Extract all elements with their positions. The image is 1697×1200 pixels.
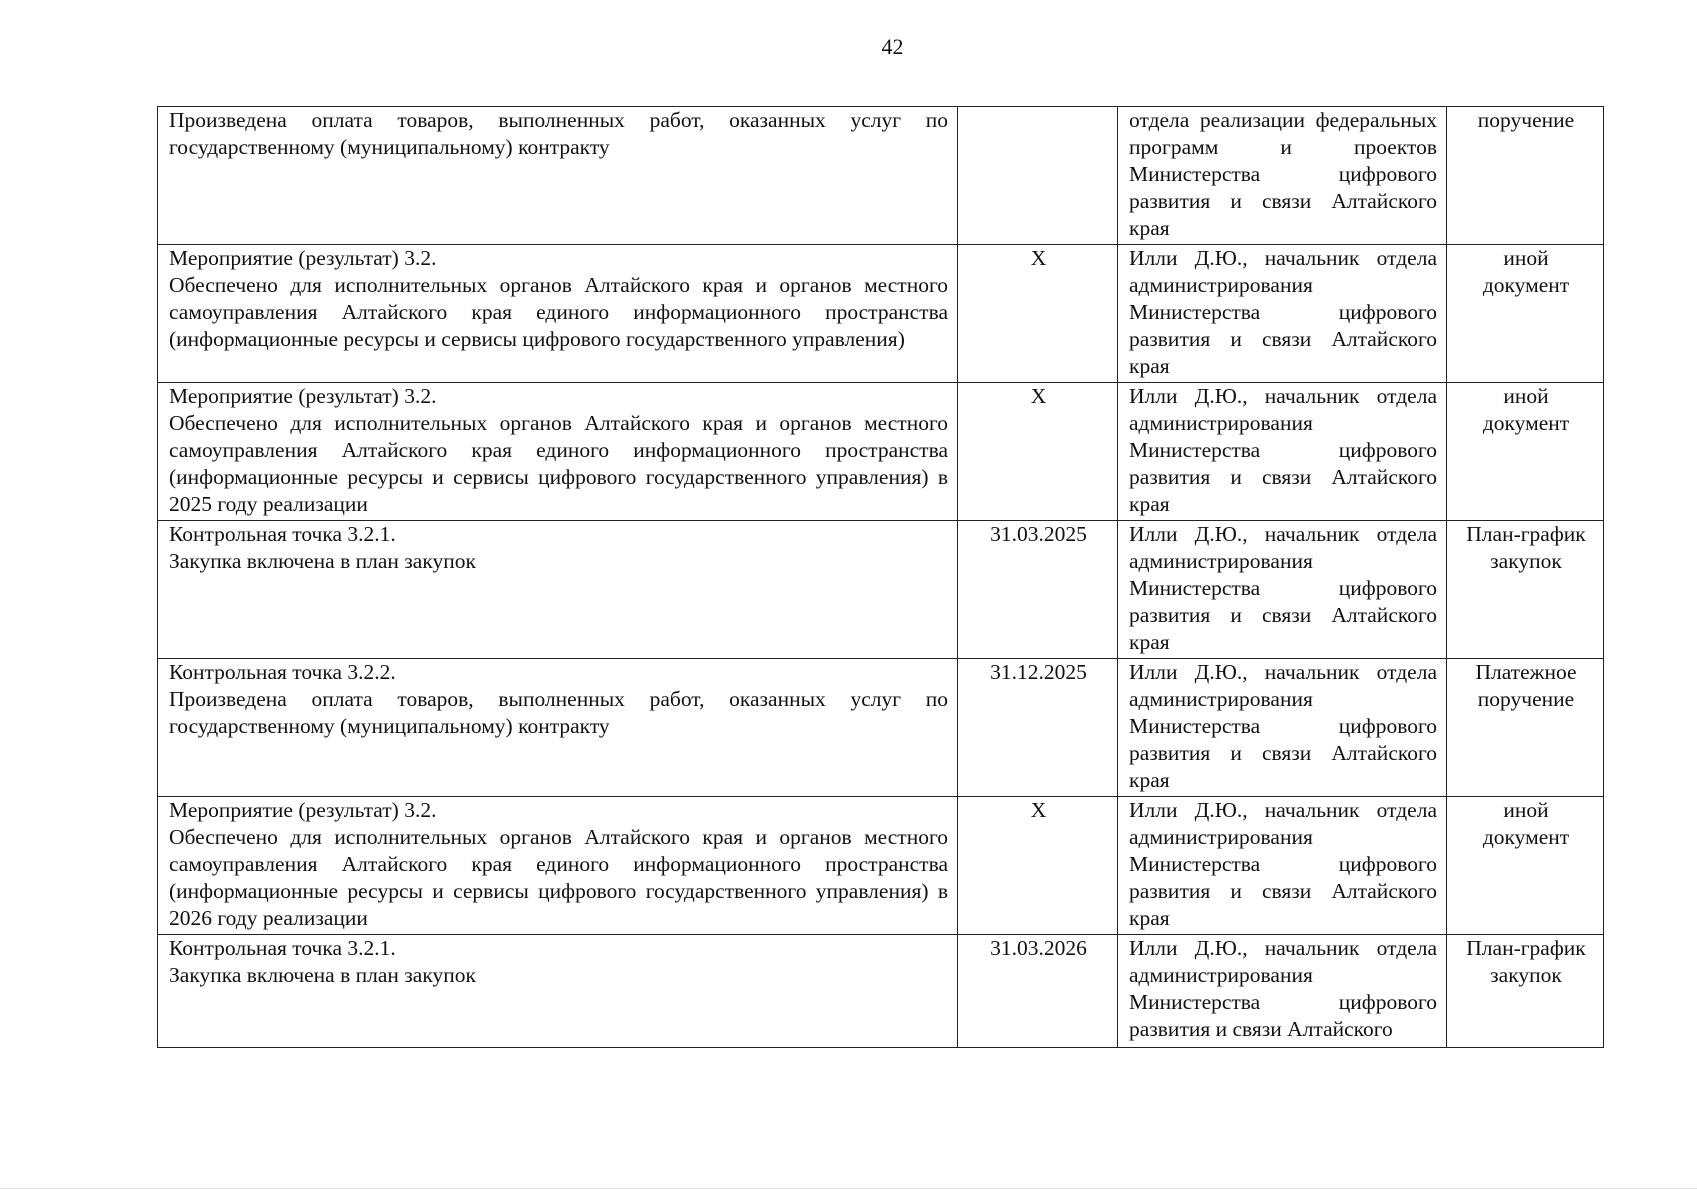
document-cell: поручение <box>1447 107 1604 245</box>
event-cell <box>158 935 958 1048</box>
table-row <box>158 521 1604 659</box>
table-row <box>158 383 1604 521</box>
responsible-cell: Илли Д.Ю., начальник отдела администрирования Министерства цифрового развития и связи Алтайского края <box>1118 245 1447 383</box>
event-heading: Контрольная точка 3.2.2. <box>169 660 396 684</box>
table-row <box>158 797 1604 935</box>
table-row <box>158 659 1604 797</box>
event-heading: Контрольная точка 3.2.1. <box>169 522 396 546</box>
date-cell: 31.12.2025 <box>958 659 1118 797</box>
event-cell <box>158 107 958 245</box>
event-body: Произведена оплата товаров, выполненных работ, оказанных услуг по государственному (муниципальному) контракту <box>169 687 948 738</box>
table-row <box>158 245 1604 383</box>
table-row <box>158 107 1604 245</box>
event-cell <box>158 797 958 935</box>
event-cell <box>158 383 958 521</box>
document-cell: Платежное поручение <box>1447 659 1604 797</box>
table-row <box>158 935 1604 1048</box>
date-cell: 31.03.2026 <box>958 935 1118 1048</box>
event-cell <box>158 245 958 383</box>
event-heading: Мероприятие (результат) 3.2. <box>169 246 437 270</box>
event-cell <box>158 659 958 797</box>
event-heading: Контрольная точка 3.2.1. <box>169 936 396 960</box>
event-body: Обеспечено для исполнительных органов Алтайского края и органов местного самоуправления Алтайского края единого информационного пространства (информационные ресурсы и сервисы цифрового государственного управления) <box>169 273 948 351</box>
responsible-cell: Илли Д.Ю., начальник отдела администрирования Министерства цифрового развития и связи Алтайского <box>1118 935 1447 1048</box>
date-cell: X <box>958 383 1118 521</box>
date-cell: X <box>958 245 1118 383</box>
responsible-cell: Илли Д.Ю., начальник отдела администрирования Министерства цифрового развития и связи Алтайского края <box>1118 521 1447 659</box>
responsible-cell: Илли Д.Ю., начальник отдела администрирования Министерства цифрового развития и связи Алтайского края <box>1118 797 1447 935</box>
event-body: Закупка включена в план закупок <box>169 549 476 573</box>
event-body: Произведена оплата товаров, выполненных работ, оказанных услуг по государственному (муниципальному) контракту <box>169 108 948 159</box>
document-cell: иной документ <box>1447 245 1604 383</box>
page-bottom-edge <box>0 1188 1697 1189</box>
event-body: Обеспечено для исполнительных органов Алтайского края и органов местного самоуправления Алтайского края единого информационного пространства (информационные ресурсы и сервисы цифрового государственного управления) в 2025 году реализации <box>169 411 948 516</box>
document-cell: План-график закупок <box>1447 521 1604 659</box>
plan-table <box>157 106 1604 1048</box>
document-cell: иной документ <box>1447 797 1604 935</box>
responsible-cell: отдела реализации федеральных программ и проектов Министерства цифрового развития и связи Алтайского края <box>1118 107 1447 245</box>
date-cell <box>958 107 1118 245</box>
responsible-cell: Илли Д.Ю., начальник отдела администрирования Министерства цифрового развития и связи Алтайского края <box>1118 383 1447 521</box>
event-heading: Мероприятие (результат) 3.2. <box>169 384 437 408</box>
document-cell: иной документ <box>1447 383 1604 521</box>
date-cell: 31.03.2025 <box>958 521 1118 659</box>
responsible-cell: Илли Д.Ю., начальник отдела администрирования Министерства цифрового развития и связи Алтайского края <box>1118 659 1447 797</box>
event-heading: Мероприятие (результат) 3.2. <box>169 798 437 822</box>
event-cell <box>158 521 958 659</box>
document-cell: План-график закупок <box>1447 935 1604 1048</box>
event-body: Обеспечено для исполнительных органов Алтайского края и органов местного самоуправления Алтайского края единого информационного пространства (информационные ресурсы и сервисы цифрового государственного управления) в 2026 году реализации <box>169 825 948 930</box>
event-body: Закупка включена в план закупок <box>169 963 476 987</box>
date-cell: X <box>958 797 1118 935</box>
page-number: 42 <box>881 34 904 59</box>
